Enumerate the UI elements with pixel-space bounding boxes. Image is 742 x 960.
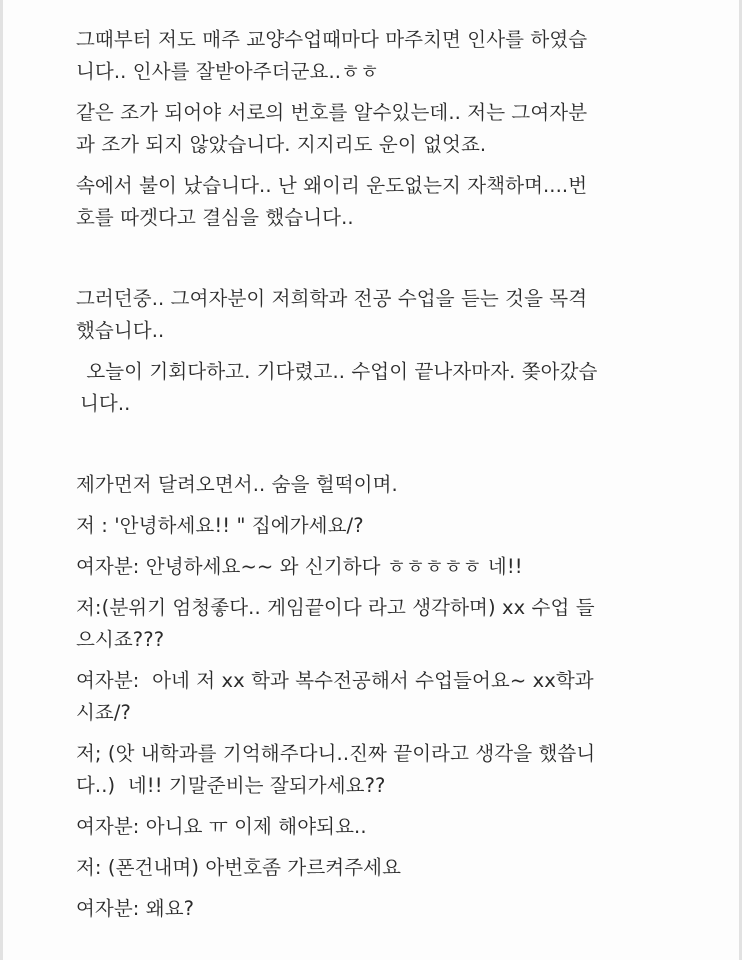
dialogue-line-4: 여자분: 아네 저 xx 학과 복수전공해서 수업들어요~ xx학과 시죠/? [76,669,594,724]
dialogue-line-5: 저; (앗 내학과를 기억해주다니..진짜 끝이라고 생각을 했씁니 다..) 네!! 기말준비는 잘되가세요?? [76,742,596,797]
dialogue-line-8: 여자분: 왜요? [76,897,195,920]
paragraph-3: 속에서 불이 났습니다.. 난 왜이리 운도없는지 자책하며....번 호를 따겟다고 결심을 했습니다.. [76,174,588,229]
paragraph-6: 제가먼저 달려오면서.. 숨을 헐떡이며. [76,473,398,496]
post-body [76,24,706,925]
left-edge-divider [0,0,3,960]
paragraph-5: 오늘이 기회다하고. 기다렸고.. 수업이 끝나자마자. 쫒아갔습 니다.. [80,360,598,415]
paragraph-4: 그러던중.. 그여자분이 저희학과 전공 수업을 듣는 것을 목격 했습니다.. [76,287,588,342]
dialogue-line-2: 여자분: 안녕하세요~~ 와 신기하다 ㅎㅎㅎㅎㅎ 네!! [76,555,523,578]
dialogue-line-3: 저:(분위기 엄청좋다.. 게임끝이다 라고 생각하며) xx 수업 들 으시죠??? [76,596,595,651]
dialogue-line-6: 여자분: 아니요 ㅠ 이제 해야되요.. [76,815,367,838]
dialogue-line-1: 저 : '안녕하세요!! " 집에가세요/? [76,514,364,537]
paragraph-2: 같은 조가 되어야 서로의 번호를 알수있는데.. 저는 그여자분 과 조가 되지 않았습니다. 지지리도 운이 없엇죠. [76,101,588,156]
dialogue-line-7: 저: (폰건내며) 아번호좀 가르켜주세요 [76,856,402,879]
paragraph-1: 그때부터 저도 매주 교양수업때마다 마주치면 인사를 하였습 니다.. 인사를 잘받아주더군요..ㅎㅎ [76,28,588,83]
